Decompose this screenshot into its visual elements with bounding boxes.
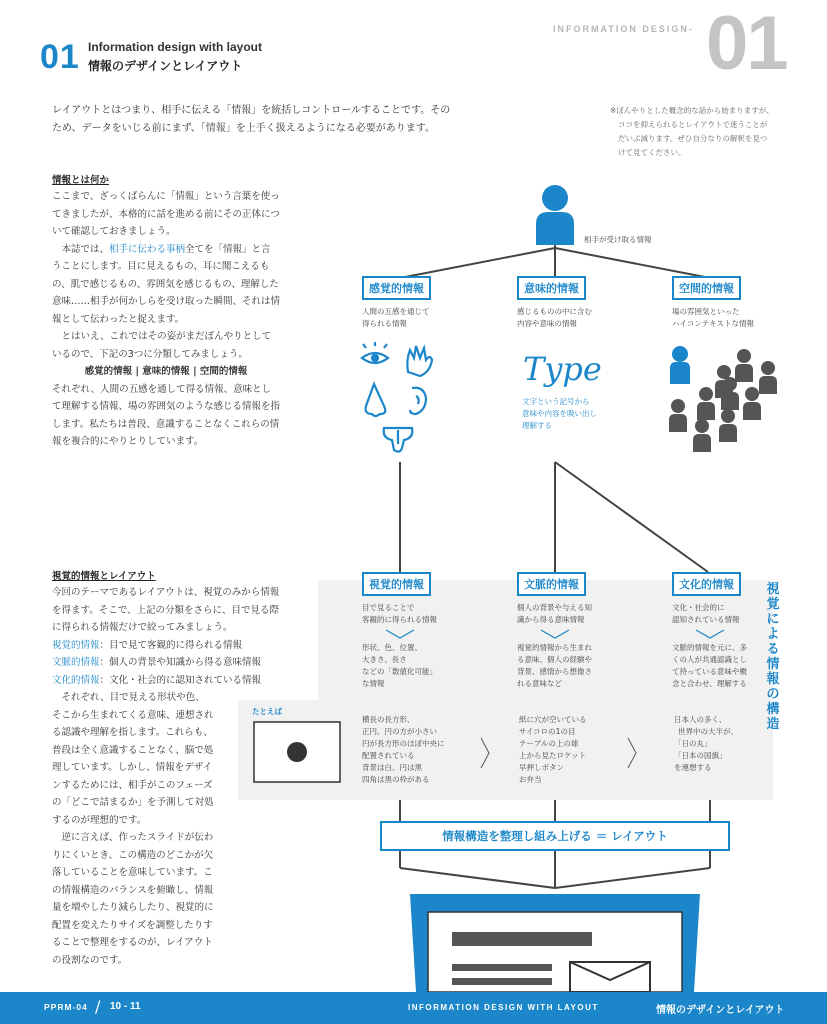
detail-line: 視覚的情報から生まれ bbox=[517, 643, 592, 652]
desc-line: 文化・社会的に bbox=[672, 603, 725, 612]
detail-line: れる意味など bbox=[517, 679, 562, 688]
example-line: 上から見たロケット bbox=[519, 751, 587, 760]
separator: | bbox=[135, 366, 139, 377]
example-line: 背景は白、円は黒 bbox=[362, 763, 422, 772]
corner-label: INFORMATION DESIGN- bbox=[553, 24, 694, 34]
desc-line: 人間の五感を通じて bbox=[362, 307, 430, 316]
desc-line: 意味や内容を吸い出し bbox=[522, 409, 597, 418]
note-line: ※ぼんやりとした概念的な話から始まりますが、 bbox=[610, 106, 774, 115]
desc-line: 文字という記号から bbox=[522, 397, 590, 406]
detail-line: などの「数値化可能」 bbox=[362, 667, 437, 676]
footer-right: 情報のデザインとレイアウト bbox=[656, 1005, 785, 1016]
label-spatial-info: 空間的情報 bbox=[672, 276, 741, 300]
crowd-icons bbox=[669, 346, 777, 452]
visual-detail bbox=[362, 642, 437, 690]
example-context bbox=[519, 714, 587, 786]
paragraph: とはいえ、これではその姿がまだぼんやりとしているので、下記の3つに分類してみましょう。 bbox=[52, 331, 272, 360]
vertical-title: 視覚による情報の構造 bbox=[766, 582, 780, 732]
paragraph: そこから生まれてくる意味、連想される認識や理解を指します。これらも、普段は全く意識することなく、脳で処理しています。しかし、情報をデザインするためには、相手がこのフェーズの「どこで詰まるか」を予測して対処するのが理想的です。 bbox=[52, 709, 214, 826]
definition-label: 文化的情報 bbox=[52, 674, 100, 686]
footer-slash: / bbox=[95, 997, 101, 1016]
example-line: 配置されている bbox=[362, 751, 415, 760]
detail-line: 形状、色、位置、 bbox=[362, 643, 422, 652]
example-line: 「日本の国旗」 bbox=[674, 751, 727, 760]
note-line: けて見てください。 bbox=[618, 148, 686, 157]
definition-text: ：目で見て客観的に得られる情報 bbox=[99, 639, 243, 651]
example-line: 早押しボタン bbox=[519, 763, 564, 772]
desc-line: 場の雰囲気といった bbox=[672, 307, 740, 316]
example-line: 「日の丸」 bbox=[674, 739, 712, 748]
footer-code: PPRM-04 bbox=[44, 1002, 88, 1012]
detail-line: る意味、個人の経験や bbox=[517, 655, 592, 664]
intro-line: レイアウトとはつまり、相手に伝える「情報」を統括しコントロールすることです。その bbox=[52, 105, 451, 116]
paragraph: それぞれ、人間の五感を通して得る情報、意味として理解する情報、場の雰囲気のような感じる情報を指します。私たちは普段、意識することなくこれらの情報を複合的にやりとりしています。 bbox=[52, 383, 281, 447]
definition-label: 文脈的情報 bbox=[52, 657, 100, 668]
culture-desc bbox=[672, 602, 740, 626]
type-illustration: Type bbox=[523, 350, 602, 388]
category-label: 感覚的情報 bbox=[84, 366, 133, 377]
desc-line: 得られる情報 bbox=[362, 319, 407, 328]
text: 本誌では、 bbox=[61, 243, 110, 255]
page-title-ja: 情報のデザインとレイアウト bbox=[88, 59, 243, 73]
desc-line: 理解する bbox=[522, 421, 552, 430]
highlight-text: 相手に伝わる事柄 bbox=[109, 243, 186, 255]
example-label: たとえば bbox=[252, 707, 282, 716]
footer-bar bbox=[0, 992, 827, 1024]
example-line: 横長の長方形、 bbox=[362, 715, 415, 724]
desc-line: 識から得る意味情報 bbox=[517, 615, 585, 624]
example-line: 世界中の大半が、 bbox=[678, 727, 738, 736]
paragraph: 今回のテーマであるレイアウトは、視覚のみから情報を得ます。そこで、上記の分類をさらに、目で見る際に得られる情報だけで絞ってみましょう。 bbox=[52, 587, 280, 633]
desc-line: 客観的に得られる情報 bbox=[362, 615, 437, 624]
example-visual bbox=[362, 714, 445, 786]
detail-line: て持っている意味や概 bbox=[672, 667, 747, 676]
footer-pages: 10 - 11 bbox=[110, 1001, 141, 1012]
type-desc bbox=[522, 396, 597, 432]
category-label: 意味的情報 bbox=[142, 366, 190, 377]
text: 全てを「情報」と言うことにします。目に見えるもの、耳に聞こえるもの、肌で感じるもの、雰囲気を感じるもの、理解した意味……相手が何かしらを受け取った瞬間、それは情報として伝わったと捉えます。 bbox=[52, 243, 281, 325]
definition-text: ：文化・社会的に認知されている情報 bbox=[99, 674, 262, 686]
semantic-desc bbox=[517, 306, 592, 330]
definition-text: ：個人の背景や知識から得る意味情報 bbox=[99, 657, 262, 668]
label-culture-info: 文化的情報 bbox=[672, 572, 741, 596]
example-line: サイコロの1の目 bbox=[519, 727, 576, 736]
culture-detail bbox=[672, 642, 747, 690]
senses-icons bbox=[362, 342, 432, 452]
page-title-en: Information design with layout bbox=[88, 40, 262, 54]
detail-line: 念と合わせ、理解する bbox=[672, 679, 747, 688]
detail-line: な情報 bbox=[362, 679, 385, 688]
note-line: だいぶ減ります。ぜひ自分なりの解釈を見つ bbox=[618, 134, 768, 143]
footer-center: INFORMATION DESIGN WITH LAYOUT bbox=[408, 1003, 599, 1012]
example-line: 四角は黒の枠がある bbox=[362, 775, 430, 784]
flag-example-icon bbox=[254, 722, 340, 782]
detail-line: 文脈的情報を元に、多 bbox=[672, 643, 747, 652]
detail-line: 背景、感情から想像さ bbox=[517, 667, 592, 676]
spatial-desc bbox=[672, 306, 754, 330]
detail-line: くの人が共通認識とし bbox=[672, 655, 747, 664]
note-line: ココを抑えられるとレイアウトで迷うことが bbox=[618, 120, 768, 129]
layout-monitor-icon bbox=[410, 894, 700, 992]
section-heading: 視覚的情報とレイアウト bbox=[52, 571, 156, 582]
desc-line: 目で見ることで bbox=[362, 603, 415, 612]
label-semantic-info: 意味的情報 bbox=[517, 276, 586, 300]
paragraph: ここまで、ざっくばらんに「情報」という言葉を使ってきましたが、本格的に話を進める前にその正体について確認しておきましょう。 bbox=[52, 191, 280, 237]
visual-desc bbox=[362, 602, 437, 626]
example-line: テーブルの上の球 bbox=[519, 739, 579, 748]
desc-line: 認知されている情報 bbox=[672, 615, 740, 624]
example-line: 正円、円の方が小さい bbox=[362, 727, 437, 736]
receiver-label: 相手が受け取る情報 bbox=[584, 235, 652, 244]
layout-banner: 情報構造を整理し組み上げる ＝ レイアウト bbox=[380, 821, 730, 851]
desc-line: 個人の背景や与える知 bbox=[517, 603, 592, 612]
section-heading: 情報とは何か bbox=[52, 175, 110, 186]
detail-line: 大きさ、長さ bbox=[362, 655, 407, 664]
definition-label: 視覚的情報 bbox=[52, 639, 100, 651]
desc-line: 内容や意味の情報 bbox=[517, 319, 577, 328]
context-detail bbox=[517, 642, 592, 690]
corner-number: 01 bbox=[706, 1, 787, 86]
category-label: 空間的情報 bbox=[199, 366, 248, 377]
label-visual-info: 視覚的情報 bbox=[362, 572, 431, 596]
sensory-desc bbox=[362, 306, 430, 330]
desc-line: ハイコンテキストな情報 bbox=[672, 319, 755, 328]
example-line: 日本人の多く、 bbox=[674, 715, 727, 724]
example-line: お弁当 bbox=[519, 775, 542, 784]
section-number: 01 bbox=[40, 38, 80, 76]
label-context-info: 文脈的情報 bbox=[517, 572, 586, 596]
paragraph: それぞれ、目で見える形状や色、 bbox=[61, 692, 205, 703]
example-line: 円が長方形のほぼ中央に bbox=[362, 739, 445, 748]
paragraph: 逆に言えば、作ったスライドが伝わりにくいとき、この構造のどこかが欠落していることを意味しています。この情報構造のバランスを俯瞰し、情報量を増やしたり減らしたり、視覚的に配置を変えたりサイズを調整したりすることで整理をするのが、レイアウトの役割なのです。 bbox=[52, 832, 214, 966]
desc-line: 感じるものの中に含む bbox=[517, 307, 592, 316]
context-desc bbox=[517, 602, 592, 626]
label-sensory-info: 感覚的情報 bbox=[362, 276, 431, 300]
example-line: を連想する bbox=[674, 763, 712, 772]
intro-line: ため、データをいじる前にまず、「情報」を上手く扱えるようになる必要があります。 bbox=[52, 123, 435, 134]
example-line: 紙に穴が空いている bbox=[519, 715, 587, 724]
separator: | bbox=[193, 366, 197, 377]
receiver-person-icon bbox=[536, 185, 574, 245]
example-culture bbox=[674, 714, 738, 774]
